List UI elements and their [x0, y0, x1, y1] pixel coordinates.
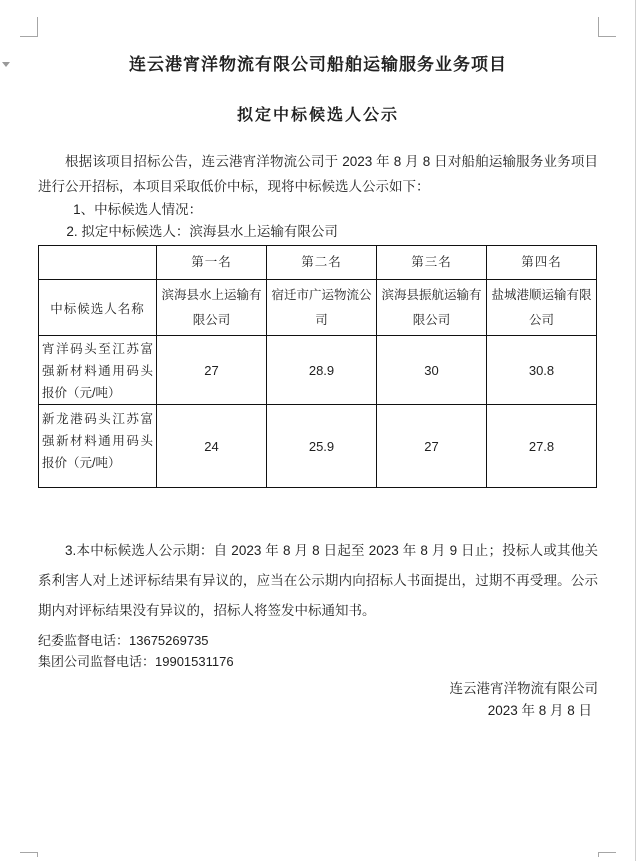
rank-header-cell: 第一名: [157, 246, 267, 280]
table-row-price-2: [39, 405, 597, 488]
price-cell: 24: [157, 405, 267, 488]
price-cell: 30.8: [487, 336, 597, 405]
row-label-cell: 宵洋码头至江苏富强新材料通用码头报价（元/吨）: [39, 336, 157, 405]
table-row-candidate-names: [39, 280, 597, 336]
price-cell: 27: [157, 336, 267, 405]
candidate-name-cell: 滨海县振航运输有限公司: [377, 280, 487, 336]
signature-date: 2023 年 8 月 8 日: [487, 703, 592, 718]
bid-candidates-table: [38, 245, 597, 488]
price-cell: 30: [377, 336, 487, 405]
list-item-2: 2. 拟定中标候选人：滨海县水上运输有限公司: [66, 224, 338, 239]
row-label-cell: 新龙港码头江苏富强新材料通用码头报价（元/吨）: [39, 405, 157, 488]
candidate-name-cell: 宿迁市广运物流公司: [267, 280, 377, 336]
list-item-1: 1、中标候选人情况：: [73, 202, 203, 217]
crop-mark-top-left-icon: [20, 17, 38, 37]
document-subtitle: 拟定中标候选人公示: [236, 107, 399, 124]
document-title: 连云港宵洋物流有限公司船舶运输服务业务项目: [129, 55, 507, 74]
rank-header-cell: 第二名: [267, 246, 377, 280]
down-arrow-marker-icon: [2, 62, 10, 67]
corner-cell: [39, 246, 157, 280]
price-cell: 27.8: [487, 405, 597, 488]
row-label-cell: 中标候选人名称: [39, 280, 157, 336]
signature-company: 连云港宵洋物流有限公司: [449, 681, 598, 696]
document-content: [38, 37, 598, 722]
table-row-price-1: [39, 336, 597, 405]
rank-header-cell: 第四名: [487, 246, 597, 280]
price-cell: 25.9: [267, 405, 377, 488]
discipline-phone-line: 纪委监督电话：13675269735: [38, 633, 209, 648]
candidate-name-cell: 滨海县水上运输有限公司: [157, 280, 267, 336]
crop-mark-bottom-right-icon: [598, 852, 616, 857]
price-cell: 27: [377, 405, 487, 488]
price-cell: 28.9: [267, 336, 377, 405]
rank-header-cell: 第三名: [377, 246, 487, 280]
table-row-rank-header: [39, 246, 597, 280]
notice-paragraph: 3.本中标候选人公示期：自 2023 年 8 月 8 日起至 2023 年 8 月 9 日止；投标人或其他关系利害人对上述评标结果有异议的，应当在公示期内向招标人书面提出，过期不再受理。公示期内对评标结果没有异议的，招标人将签发中标通知书。: [38, 543, 598, 618]
group-phone-line: 集团公司监督电话：19901531176: [38, 654, 234, 669]
intro-paragraph: 根据该项目招标公告，连云港宵洋物流公司于 2023 年 8 月 8 日对船舶运输服务业务项目进行公开招标，本项目采取低价中标，现将中标候选人公示如下：: [38, 154, 598, 194]
crop-mark-bottom-left-icon: [20, 852, 38, 857]
crop-mark-top-right-icon: [598, 17, 616, 37]
candidate-name-cell: 盐城港顺运输有限公司: [487, 280, 597, 336]
signature-block: [38, 678, 598, 722]
